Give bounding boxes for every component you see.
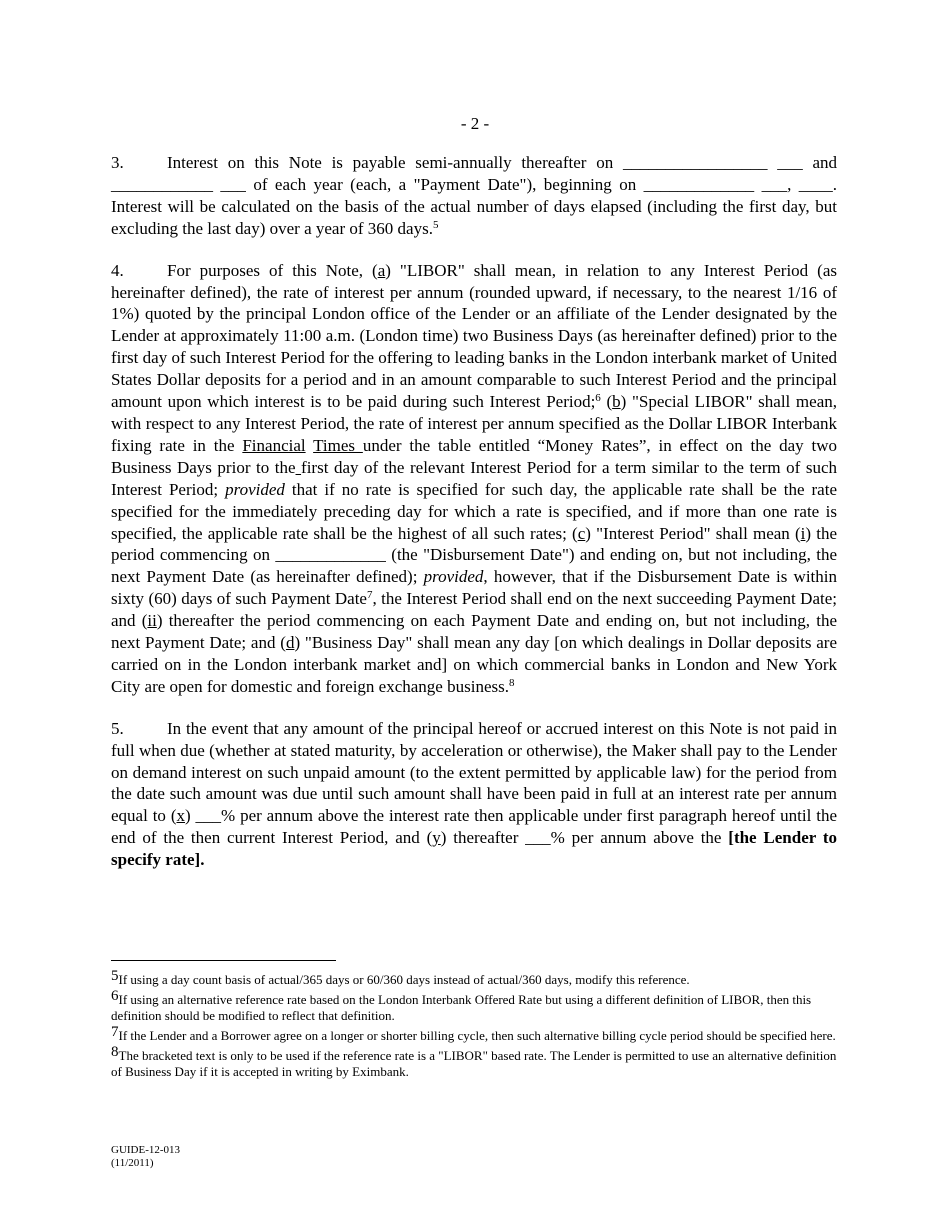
text-run: For purposes of this Note, ( [167, 260, 378, 280]
footnote-ref-8: 8 [508, 676, 515, 689]
footnote-ref-5: 5 [432, 218, 439, 231]
publication-name-times: Times [313, 435, 363, 455]
text-run: In the event that any amount of the principal hereof or accrued interest on this Note is not paid in full when due (whether at stated maturity, by acceleration or otherwise), the Maker shall pay to the Lender on demand interest on such unpaid amount (to the extent permitted by applicable law) for the period from the date such amount was due until such amount shall have been paid in full at an interest rate per annum equal to ( [111, 718, 837, 826]
text-run: ) "LIBOR" shall mean, in relation to any Interest Period (as hereinafter defined), the rate of interest per annum (rounded upward, if necessary, to the nearest 1/16 of 1%) quoted by the principal London office of the Lender or an affiliate of the Lender designated by the Lender at approximately 11:00 a.m. (London time) two Business Days (as hereinafter defined) prior to the first day of such Interest Period for the offering to leading banks in the London interbank market of United States Dollar deposits for a period and in an amount comparable to such Interest Period and the principal amount upon which interest is to be paid during such Interest Period; [111, 260, 837, 412]
publication-name-financial: Financial [242, 435, 306, 455]
italic-provided: provided [225, 479, 285, 499]
text-run: under the table entitled “Money Rates”, in effect on the day two Business Days prior to the [111, 435, 837, 477]
text-run: ) "Business Day" shall mean any day [on which dealings in Dollar deposits are carried on in the London interbank market and] on which commercial banks in London and New York City are open for domestic and foreign exchange business. [111, 633, 837, 696]
text-run: , the Interest Period shall end on the next succeeding Payment Date; and ( [111, 589, 837, 631]
footnote-text: If using a day count basis of actual/365 days or 60/360 days instead of actual/360 days, modify this reference. [118, 972, 690, 987]
footnote-mark: 6 [111, 988, 119, 1004]
clause-letter-y: y [432, 828, 441, 848]
footnote-8 [111, 1044, 837, 1080]
text-run: ) ___% per annum above the interest rate then applicable under first paragraph hereof until the end of the then current Interest Period, and ( [111, 806, 837, 848]
paragraph-5 [111, 718, 837, 871]
footnote-5 [111, 968, 837, 988]
footnote-6 [111, 988, 837, 1024]
guide-date: (11/2011) [111, 1157, 154, 1169]
guide-code: GUIDE-12-013 [111, 1144, 181, 1156]
document-footer [111, 1144, 180, 1170]
text-run: ( [600, 392, 613, 412]
clause-letter-d: d [285, 633, 295, 653]
text-run: ) "Interest Period" shall mean ( [585, 523, 801, 543]
page-number: - 2 - [460, 114, 490, 133]
footnote-mark: 8 [111, 1044, 119, 1060]
footnote-7 [111, 1024, 837, 1044]
text-run: that if no rate is specified for such day, the applicable rate shall be the rate specified for the immediately preceding day for which a rate is specified, and if more than one rate is specified, the applicable rate shall be the highest of all such rates; ( [111, 479, 837, 543]
text-run [306, 436, 314, 455]
text-run: ) thereafter ___% per annum above the [440, 828, 729, 848]
text-run: ) thereafter the period commencing on each Payment Date and ending on, but not including, the next Payment Date; and ( [111, 611, 837, 653]
footnotes [111, 968, 837, 1084]
footnote-text: If using an alternative reference rate based on the London Interbank Offered Rate but using a different definition of LIBOR, then this definition should be modified to reflect that definition. [111, 992, 812, 1023]
bold-instruction: [the Lender to specify rate]. [111, 828, 837, 870]
clause-letter-a: a [377, 260, 386, 280]
text-run: first day of the relevant Interest Period for a term similar to the term of such Interest Period; [111, 457, 838, 499]
text-run: , however, that if the Disbursement Date is within sixty (60) days of such Payment Date [111, 567, 837, 609]
footnote-text: The bracketed text is only to be used if the reference rate is a "LIBOR" based rate. The Lender is permitted to use an alternative definition of Business Day if it is accepted in writing by Eximbank. [111, 1048, 837, 1079]
paragraph-number: 5. [111, 718, 124, 738]
paragraph-4 [111, 260, 837, 698]
footnote-ref-7: 7 [366, 589, 373, 602]
footnote-ref-6: 6 [595, 392, 601, 405]
italic-provided: provided [423, 567, 484, 587]
paragraph-3 [111, 152, 837, 240]
clause-letter-b: b [612, 392, 621, 412]
text-run: ) the period commencing on _____________ (the "Disbursement Date") and ending on, but not including, the next Payment Date (as hereinafter defined); [111, 523, 837, 587]
footnote-text: If the Lender and a Borrower agree on a longer or shorter billing cycle, then such alternative billing cycle period should be specified here. [118, 1028, 836, 1043]
clause-roman-i: i [800, 523, 806, 543]
footnote-mark: 7 [111, 1024, 119, 1040]
clause-roman-ii: ii [147, 611, 157, 631]
footnote-separator [111, 960, 336, 961]
document-body [111, 152, 837, 871]
paragraph-text: Interest on this Note is payable semi-annually thereafter on _________________ ___ and ____________ ___ of each year (each, a "Payment Date"), beginning on _____________ ___, ____. Interest will be calculated on the basis of the actual number of days elapsed (including the first day, but excluding the last day) over a year of 360 days. [111, 153, 837, 238]
paragraph-number: 3. [111, 153, 124, 172]
text-run: ) "Special LIBOR" shall mean, with respect to any Interest Period, the rate of interest per annum specified as the Dollar LIBOR Interbank fixing rate in the [111, 392, 837, 455]
clause-letter-x: x [176, 806, 185, 826]
paragraph-number: 4. [111, 260, 124, 280]
clause-letter-c: c [577, 523, 586, 543]
footnote-mark: 5 [111, 968, 119, 984]
